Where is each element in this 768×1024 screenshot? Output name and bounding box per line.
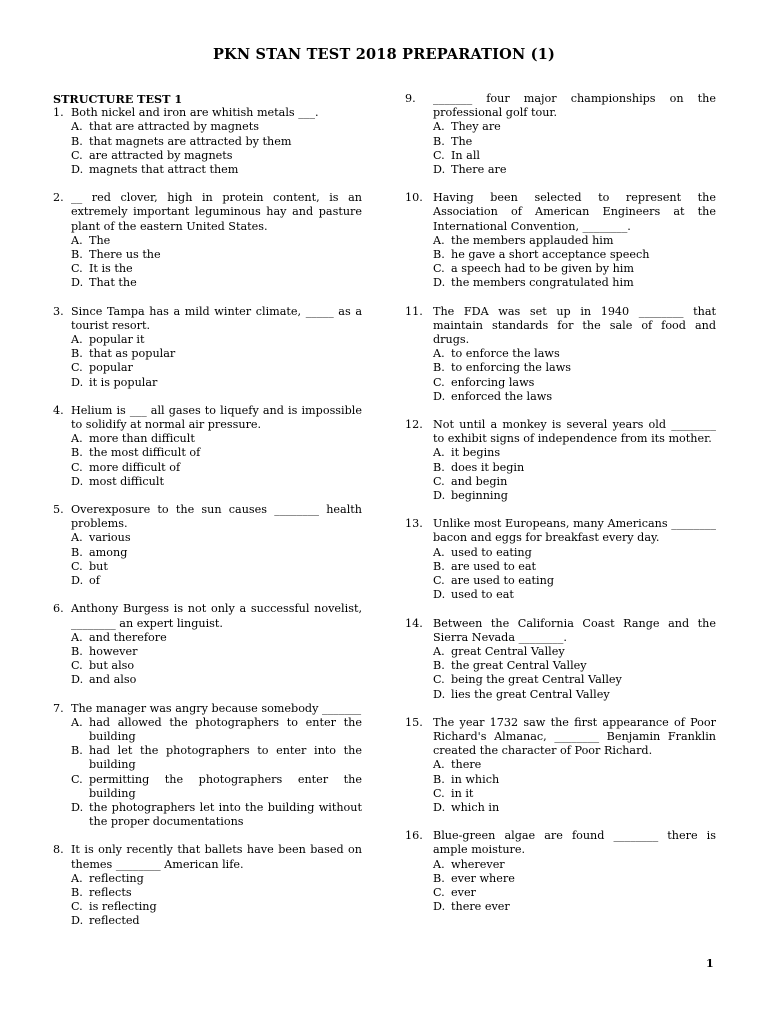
option-text: are used to eating — [451, 574, 554, 588]
option-text: used to eating — [451, 545, 532, 559]
answer-options — [71, 872, 362, 929]
question-item — [53, 602, 362, 687]
option-text: and begin — [451, 474, 508, 488]
answer-option — [71, 248, 362, 262]
question-item — [53, 702, 362, 830]
option-text: of — [89, 574, 100, 588]
answer-option — [433, 489, 716, 503]
answer-option — [433, 149, 716, 163]
option-text: In all — [451, 148, 481, 162]
answer-option — [433, 475, 716, 489]
option-letter: B. — [71, 347, 83, 361]
answer-option — [433, 376, 716, 390]
answer-option — [433, 361, 716, 375]
answer-option — [433, 900, 716, 914]
page-number: 1 — [706, 957, 714, 970]
option-text: in it — [451, 786, 474, 800]
answer-option — [71, 333, 362, 347]
answer-option — [433, 688, 716, 702]
option-letter: A. — [433, 347, 445, 361]
question-item — [53, 503, 362, 588]
option-letter: B. — [71, 134, 83, 148]
option-text: but — [89, 559, 108, 573]
option-letter: C. — [71, 900, 83, 914]
option-text: enforced the laws — [451, 389, 553, 403]
option-letter: A. — [71, 531, 83, 545]
option-text: but also — [89, 659, 135, 673]
question-number: 1. — [53, 106, 64, 120]
option-text: magnets that attract them — [89, 163, 239, 177]
option-text: more than difficult — [89, 432, 195, 446]
right-question-list — [405, 92, 716, 914]
option-text: ever where — [451, 871, 515, 885]
answer-option — [433, 234, 716, 248]
answer-options — [71, 120, 362, 177]
option-letter: B. — [433, 871, 445, 885]
option-text: the great Central Valley — [451, 659, 587, 673]
option-letter: B. — [71, 248, 83, 262]
option-letter: D. — [433, 687, 446, 701]
option-letter: C. — [71, 262, 83, 276]
answer-options — [433, 645, 716, 702]
answer-option — [433, 248, 716, 262]
answer-option — [71, 914, 362, 928]
option-letter: A. — [433, 857, 445, 871]
option-letter: C. — [71, 772, 83, 786]
option-letter: B. — [433, 134, 445, 148]
answer-option — [433, 262, 716, 276]
question-item — [405, 617, 716, 702]
answer-option — [71, 744, 362, 772]
answer-option — [433, 120, 716, 134]
option-text: being the great Central Valley — [451, 673, 622, 687]
option-text: which in — [451, 800, 500, 814]
section-heading: STRUCTURE TEST 1 — [53, 92, 183, 106]
question-stem: The year 1732 saw the first appearance of Poor Richard's Almanac, ________ Benjamin Franklin created the character of Poor Richard. — [433, 715, 716, 758]
answer-option — [71, 163, 362, 177]
answer-option — [433, 560, 716, 574]
option-letter: A. — [71, 630, 83, 644]
option-letter: B. — [433, 248, 445, 262]
answer-option — [71, 801, 362, 829]
option-text: the members congratulated him — [451, 276, 634, 290]
answer-option — [433, 446, 716, 460]
option-text: reflects — [89, 885, 132, 899]
answer-option — [71, 872, 362, 886]
answer-option — [433, 758, 716, 772]
option-text: There us the — [89, 248, 161, 262]
question-item — [53, 404, 362, 489]
answer-option — [433, 588, 716, 602]
answer-option — [71, 432, 362, 446]
question-number: 15. — [405, 715, 423, 729]
option-text: various — [89, 531, 131, 545]
option-letter: D. — [71, 673, 84, 687]
option-text: in which — [451, 772, 500, 786]
option-letter: C. — [433, 574, 445, 588]
option-letter: A. — [433, 120, 445, 134]
question-number: 14. — [405, 616, 423, 630]
question-stem: The FDA was set up in 1940 ________ that maintain standards for the sale of food and drugs. — [433, 304, 716, 347]
option-text: That the — [89, 276, 137, 290]
question-stem: Anthony Burgess is not only a successful novelist, ________ an expert linguist. — [71, 602, 362, 630]
option-letter: D. — [433, 588, 446, 602]
question-item — [53, 191, 362, 290]
option-letter: C. — [433, 786, 445, 800]
question-number: 6. — [53, 602, 64, 616]
answer-option — [71, 531, 362, 545]
answer-option — [433, 135, 716, 149]
option-text: ever — [451, 885, 476, 899]
answer-option — [433, 546, 716, 560]
question-item — [405, 305, 716, 404]
option-letter: A. — [433, 545, 445, 559]
question-item — [53, 843, 362, 928]
option-letter: B. — [433, 361, 445, 375]
option-text: beginning — [451, 489, 508, 503]
option-letter: D. — [71, 574, 84, 588]
option-letter: C. — [71, 361, 83, 375]
option-text: enforcing laws — [451, 375, 535, 389]
option-text: to enforce the laws — [451, 347, 560, 361]
option-letter: B. — [71, 644, 83, 658]
option-text: are used to eat — [451, 559, 537, 573]
option-text: does it begin — [451, 460, 525, 474]
question-stem: Between the California Coast Range and the Sierra Nevada ________. — [433, 616, 716, 644]
option-text: that magnets are attracted by them — [89, 134, 292, 148]
answer-options — [71, 234, 362, 291]
answer-option — [71, 135, 362, 149]
question-number: 4. — [53, 403, 64, 417]
question-number: 9. — [405, 92, 416, 105]
answer-option — [71, 886, 362, 900]
question-stem: Having been selected to represent the Association of American Engineers at the International Convention, ________. — [433, 191, 716, 233]
answer-option — [433, 801, 716, 815]
answer-option — [433, 645, 716, 659]
answer-options — [71, 716, 362, 830]
option-letter: C. — [433, 148, 445, 162]
option-letter: D. — [433, 163, 446, 177]
option-text: that are attracted by magnets — [89, 120, 259, 134]
option-letter: D. — [433, 389, 446, 403]
option-letter: B. — [433, 460, 445, 474]
answer-options — [433, 858, 716, 915]
option-letter: C. — [433, 885, 445, 899]
option-letter: D. — [71, 914, 84, 928]
option-text: however — [89, 644, 138, 658]
question-stem: __ red clover, high in protein content, is an extremely important leguminous hay and pasture plant of the eastern United States. — [71, 191, 362, 233]
answer-options — [433, 758, 716, 815]
option-letter: D. — [433, 900, 446, 914]
answer-options — [433, 546, 716, 603]
option-letter: A. — [433, 446, 445, 460]
question-item — [405, 716, 716, 815]
question-item — [53, 106, 362, 177]
answer-options — [433, 234, 716, 291]
option-text: permitting the photographers enter the building — [89, 772, 362, 800]
option-text: the members applauded him — [451, 233, 614, 247]
question-item — [405, 418, 716, 503]
answer-option — [71, 149, 362, 163]
option-text: is reflecting — [89, 900, 157, 914]
answer-options — [71, 531, 362, 588]
option-text: lies the great Central Valley — [451, 687, 610, 701]
option-text: and therefore — [89, 630, 167, 644]
option-letter: B. — [433, 559, 445, 573]
left-question-list — [53, 106, 362, 928]
option-letter: B. — [71, 885, 83, 899]
answer-option — [433, 787, 716, 801]
right-column — [405, 92, 716, 914]
option-text: It is the — [89, 262, 133, 276]
answer-option — [71, 631, 362, 645]
answer-option — [71, 347, 362, 361]
option-text: The — [89, 233, 111, 247]
option-letter: D. — [71, 375, 84, 389]
answer-options — [433, 120, 716, 177]
answer-option — [71, 475, 362, 489]
question-number: 16. — [405, 829, 423, 843]
option-letter: B. — [71, 446, 83, 460]
question-number: 2. — [53, 191, 64, 205]
answer-option — [71, 120, 362, 134]
answer-option — [433, 574, 716, 588]
option-text: there — [451, 758, 482, 772]
option-letter: C. — [433, 375, 445, 389]
answer-option — [433, 461, 716, 475]
option-letter: A. — [433, 644, 445, 658]
option-text: had allowed the photographers to enter the building — [89, 715, 362, 743]
answer-option — [71, 546, 362, 560]
option-letter: B. — [433, 772, 445, 786]
answer-option — [433, 390, 716, 404]
answer-options — [71, 631, 362, 688]
option-text: used to eat — [451, 588, 514, 602]
question-number: 12. — [405, 418, 423, 432]
option-text: are attracted by magnets — [89, 148, 233, 162]
question-stem: It is only recently that ballets have been based on themes ________ American life. — [71, 843, 362, 871]
question-number: 5. — [53, 503, 64, 517]
answer-option — [71, 234, 362, 248]
answer-option — [71, 716, 362, 744]
question-number: 11. — [405, 304, 423, 318]
option-letter: D. — [71, 474, 84, 488]
question-stem: Blue-green algae are found ________ there is ample moisture. — [433, 829, 716, 857]
question-item — [405, 191, 716, 290]
option-letter: A. — [71, 120, 83, 134]
option-text: the photographers let into the building without the proper documentations — [89, 800, 362, 829]
option-letter: C. — [71, 148, 83, 162]
option-letter: A. — [71, 715, 83, 729]
option-letter: A. — [71, 871, 83, 885]
option-text: reflecting — [89, 871, 144, 885]
option-text: there ever — [451, 900, 510, 914]
option-letter: B. — [71, 744, 83, 758]
question-stem: Both nickel and iron are whitish metals ___. — [71, 106, 319, 120]
question-number: 13. — [405, 517, 423, 531]
option-text: it is popular — [89, 375, 158, 389]
answer-option — [71, 773, 362, 801]
option-text: The — [451, 134, 473, 148]
option-letter: A. — [433, 233, 445, 247]
option-text: that as popular — [89, 347, 176, 361]
option-letter: A. — [71, 233, 83, 247]
option-text: most difficult — [89, 474, 164, 488]
option-text: to enforcing the laws — [451, 361, 572, 375]
answer-options — [433, 446, 716, 503]
option-text: he gave a short acceptance speech — [451, 248, 650, 262]
left-column — [53, 92, 362, 929]
option-text: They are — [451, 120, 501, 134]
question-item — [405, 92, 716, 177]
option-text: the most difficult of — [89, 446, 201, 460]
answer-option — [433, 163, 716, 177]
option-letter: D. — [433, 800, 446, 814]
option-letter: B. — [71, 545, 83, 559]
option-text: and also — [89, 673, 137, 687]
question-number: 10. — [405, 191, 423, 205]
answer-option — [71, 659, 362, 673]
option-text: among — [89, 545, 128, 559]
option-letter: C. — [433, 474, 445, 488]
answer-option — [71, 361, 362, 375]
answer-option — [433, 872, 716, 886]
option-letter: D. — [71, 276, 84, 290]
option-text: popular it — [89, 333, 145, 347]
question-stem: Not until a monkey is several years old ________ to exhibit signs of independence from its mother. — [433, 418, 716, 446]
option-letter: C. — [433, 673, 445, 687]
answer-option — [71, 673, 362, 687]
question-number: 7. — [53, 701, 64, 715]
question-stem: _______ four major championships on the professional golf tour. — [433, 92, 716, 120]
question-stem: Since Tampa has a mild winter climate, _____ as a tourist resort. — [71, 304, 362, 332]
option-text: reflected — [89, 914, 140, 928]
answer-option — [71, 560, 362, 574]
option-text: it begins — [451, 446, 501, 460]
answer-option — [71, 276, 362, 290]
question-number: 8. — [53, 843, 64, 857]
option-text: a speech had to be given by him — [451, 262, 634, 276]
option-letter: A. — [71, 432, 83, 446]
option-letter: D. — [71, 163, 84, 177]
answer-option — [433, 347, 716, 361]
option-letter: D. — [433, 276, 446, 290]
answer-option — [71, 446, 362, 460]
option-text: There are — [451, 163, 507, 177]
option-letter: A. — [71, 333, 83, 347]
answer-option — [71, 376, 362, 390]
option-letter: C. — [433, 262, 445, 276]
question-stem: The manager was angry because somebody _______ — [71, 701, 362, 715]
answer-option — [71, 900, 362, 914]
answer-option — [71, 574, 362, 588]
answer-option — [71, 262, 362, 276]
answer-option — [433, 659, 716, 673]
option-letter: B. — [433, 659, 445, 673]
page-title: PKN STAN TEST 2018 PREPARATION (1) — [212, 46, 556, 63]
question-number: 3. — [53, 304, 64, 318]
answer-options — [433, 347, 716, 404]
answer-option — [433, 673, 716, 687]
answer-option — [71, 461, 362, 475]
answer-options — [71, 432, 362, 489]
option-text: more difficult of — [89, 460, 181, 474]
option-text: had let the photographers to enter into the building — [89, 744, 362, 772]
answer-options — [71, 333, 362, 390]
question-stem: Unlike most Europeans, many Americans ________ bacon and eggs for breakfast every day. — [433, 517, 716, 545]
option-letter: D. — [71, 800, 84, 814]
question-item — [405, 517, 716, 602]
question-item — [405, 829, 716, 914]
option-text: wherever — [451, 857, 505, 871]
answer-option — [433, 276, 716, 290]
answer-option — [433, 773, 716, 787]
answer-option — [433, 858, 716, 872]
option-letter: C. — [71, 659, 83, 673]
option-letter: C. — [71, 559, 83, 573]
option-text: popular — [89, 361, 133, 375]
question-stem: Overexposure to the sun causes ________ health problems. — [71, 503, 362, 531]
question-stem: Helium is ___ all gases to liquefy and is impossible to solidify at normal air pressure. — [71, 403, 362, 432]
answer-option — [433, 886, 716, 900]
option-letter: A. — [433, 758, 445, 772]
option-letter: C. — [71, 460, 83, 474]
option-text: great Central Valley — [451, 644, 565, 658]
question-item — [53, 305, 362, 390]
option-letter: D. — [433, 489, 446, 503]
answer-option — [71, 645, 362, 659]
